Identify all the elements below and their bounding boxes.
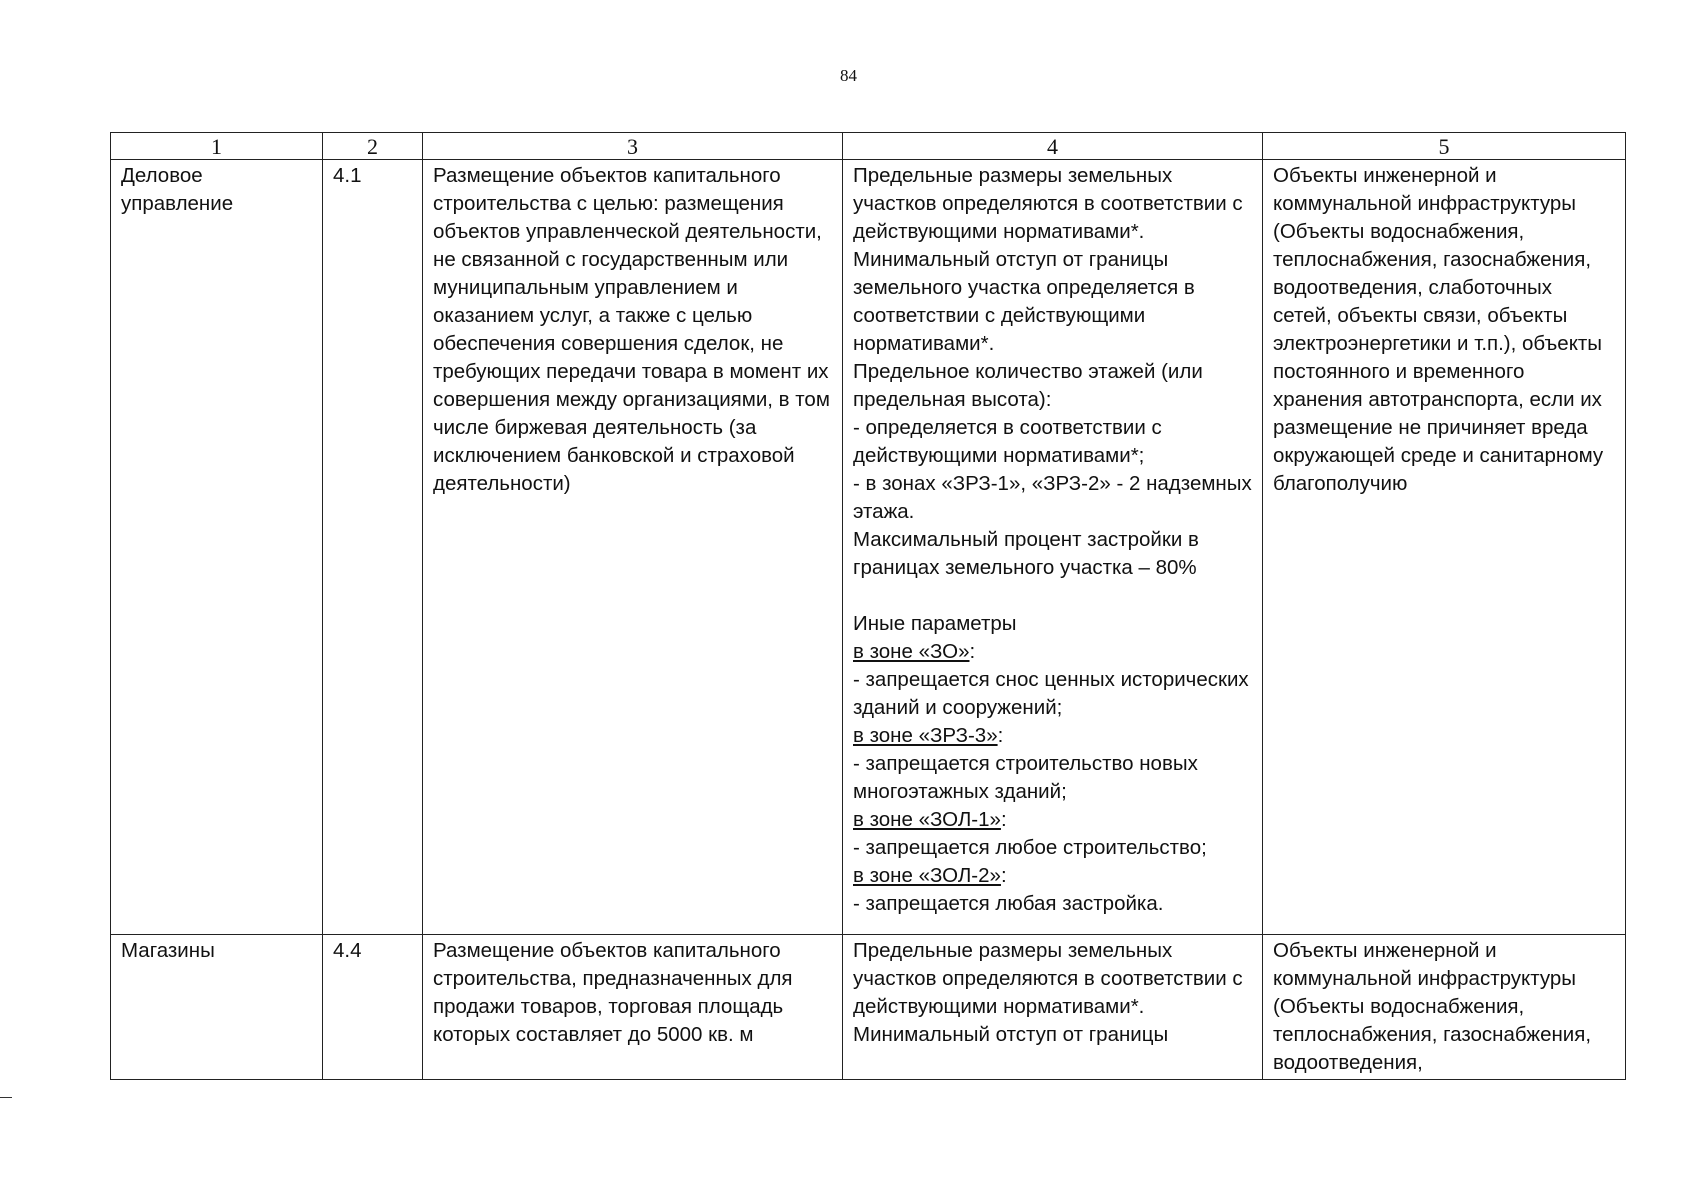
use-parameters: Предельные размеры земельных участков определяются в соответствии с действующими нормативами*. Минимальный отступ от границы земельного участка определяется в соответствии с действующими нормативами*. Предельное количество этажей (или предельная высота): - определяется в соответствии с действующими нормативами*; - в зонах «ЗРЗ-1», «ЗРЗ-2» - 2 надземных этажа. Максимальный процент застройки в границах земельного участка – 80% Иные параметры в зоне «ЗО»: - запрещается снос ценных исторических зданий и сооружений; в зоне «ЗРЗ-3»: - запрещается строительство новых многоэтажных зданий; в зоне «ЗОЛ-1»: - запрещается любое строительство; в зоне «ЗОЛ-2»: - запрещается любая застройка. [843, 160, 1263, 935]
param-min-setback: Минимальный отступ от границы [853, 1023, 1169, 1046]
table-row [111, 935, 1626, 1080]
zone-label-zo: в зоне «ЗО» [853, 640, 970, 663]
margin-mark [0, 1097, 12, 1098]
param-floors-zones: - в зонах «ЗРЗ-1», «ЗРЗ-2» - 2 надземных этажа. [853, 472, 1252, 523]
column-header-3: 3 [423, 133, 843, 160]
use-description: Размещение объектов капитального строительства, предназначенных для продажи товаров, торговая площадь которых составляет до 5000 кв. м [423, 935, 843, 1080]
table-row [111, 160, 1626, 935]
use-name: Магазины [111, 935, 323, 1080]
param-plot-size: Предельные размеры земельных участков определяются в соответствии с действующими нормативами*. [853, 939, 1243, 1018]
column-header-4: 4 [843, 133, 1263, 160]
zone-label-zrz3: в зоне «ЗРЗ-3» [853, 724, 998, 747]
page-number: 84 [840, 66, 857, 85]
zone-label-zol1: в зоне «ЗОЛ-1» [853, 808, 1001, 831]
spacer [853, 582, 1252, 610]
other-params-title: Иные параметры [853, 612, 1017, 635]
param-floors-norms: - определяется в соответствии с действующими нормативами*; [853, 416, 1162, 467]
use-infrastructure: Объекты инженерной и коммунальной инфраструктуры (Объекты водоснабжения, теплоснабжения, газоснабжения, водоотведения, слаботочных сетей, объекты связи, объекты электроэнергетики и т.п.), объекты постоянного и временного хранения автотранспорта, если их размещение не причиняет вреда окружающей среде и санитарному благополучию [1263, 160, 1626, 935]
zone-text-zo: - запрещается снос ценных исторических зданий и сооружений; [853, 668, 1249, 719]
table-header-row [111, 133, 1626, 160]
param-max-coverage: Максимальный процент застройки в границах земельного участка – 80% [853, 528, 1199, 579]
use-code: 4.1 [323, 160, 423, 935]
zone-label-zol2: в зоне «ЗОЛ-2» [853, 864, 1001, 887]
column-header-1: 1 [111, 133, 323, 160]
use-name: Деловое управление [111, 160, 323, 935]
param-min-setback: Минимальный отступ от границы земельного участка определяется в соответствии с действующими нормативами*. [853, 248, 1195, 355]
column-header-5: 5 [1263, 133, 1626, 160]
column-header-2: 2 [323, 133, 423, 160]
use-parameters [843, 935, 1263, 1080]
zone-text-zol1: - запрещается любое строительство; [853, 836, 1207, 859]
zone-text-zrz3: - запрещается строительство новых многоэтажных зданий; [853, 752, 1198, 803]
use-description: Размещение объектов капитального строительства с целью: размещения объектов управленческой деятельности, не связанной с государственным или муниципальным управлением и оказанием услуг, а также с целью обеспечения совершения сделок, не требующих передачи товара в момент их совершения между организациями, в том числе биржевая деятельность (за исключением банковской и страховой деятельности) [423, 160, 843, 935]
use-infrastructure: Объекты инженерной и коммунальной инфраструктуры (Объекты водоснабжения, теплоснабжения, газоснабжения, водоотведения, [1263, 935, 1626, 1080]
use-code: 4.4 [323, 935, 423, 1080]
param-plot-size: Предельные размеры земельных участков определяются в соответствии с действующими нормативами*. [853, 164, 1243, 243]
zoning-table [110, 132, 1626, 1080]
param-floors-title: Предельное количество этажей (или предельная высота): [853, 360, 1203, 411]
zone-text-zol2: - запрещается любая застройка. [853, 892, 1164, 915]
